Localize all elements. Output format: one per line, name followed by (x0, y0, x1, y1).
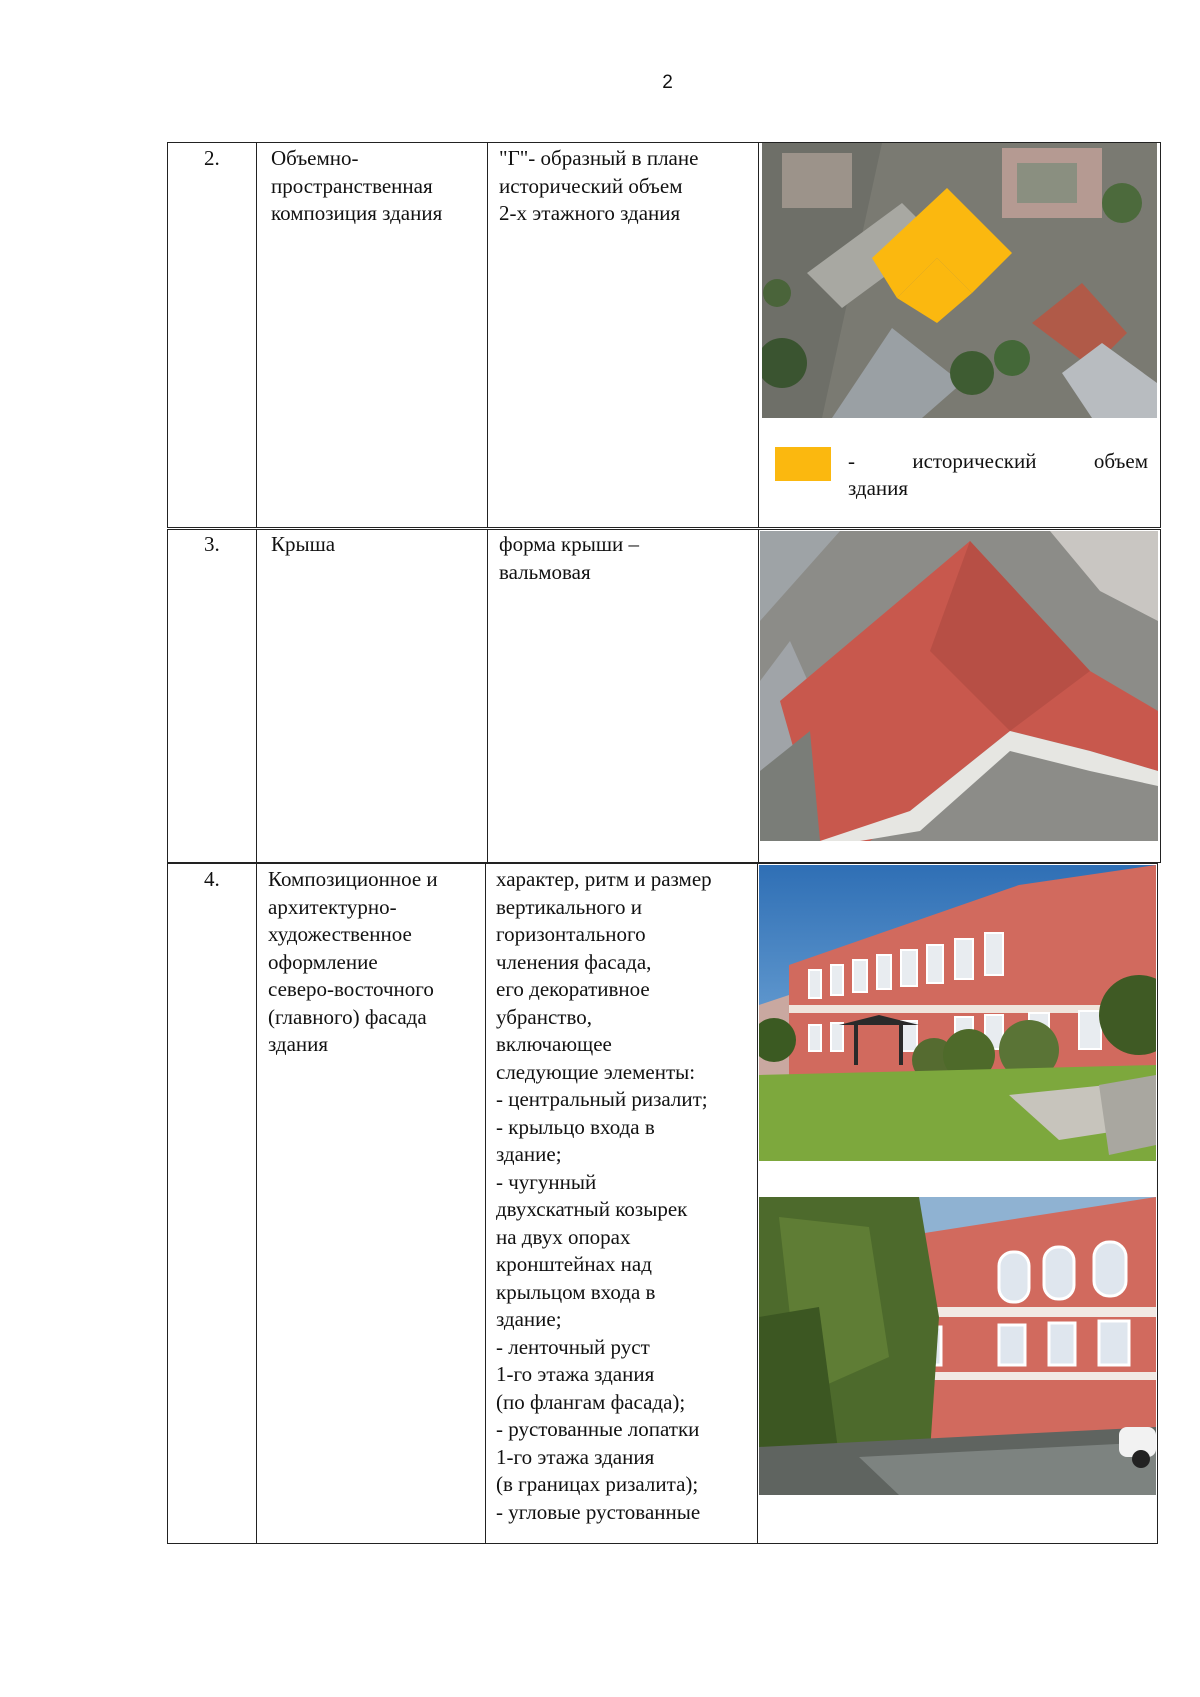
element-description: форма крыши – вальмовая (499, 532, 639, 584)
element-name: Объемно- пространственная композиция здания (271, 146, 443, 225)
facade-photo-side (759, 1197, 1156, 1495)
element-description: характер, ритм и размер вертикального и горизонтального членения фасада, его декоративное убранство, включающее следующие элементы: - центральный ризалит; - крыльцо входа в здание; - чугунный двухскатный козырек на двух опорах кронштейнах над крыльцом входа в здание; - ленточный руст 1-го этажа здания (по флангам фасада); - рустованные лопатки 1-го этажа здания (в границах ризалита); - угловые рустованные (496, 867, 712, 1524)
aerial-photo-roof (760, 531, 1158, 841)
aerial-photo-historic-volume (762, 143, 1157, 418)
legend-text: - исторический объем здания (848, 449, 1148, 500)
row-number: 4. (204, 867, 220, 891)
element-name: Композиционное и архитектурно- художественное оформление северо-восточного (главного) фасада здания (268, 867, 438, 1056)
element-name: Крыша (271, 532, 336, 556)
element-description: "Г"- образный в плане исторический объем 2-х этажного здания (499, 146, 699, 225)
legend-swatch-historic-volume (775, 447, 831, 481)
row-number: 2. (204, 146, 220, 170)
facade-photo-front (759, 865, 1156, 1161)
row-number: 3. (204, 532, 220, 556)
page-number: 2 (662, 72, 673, 93)
